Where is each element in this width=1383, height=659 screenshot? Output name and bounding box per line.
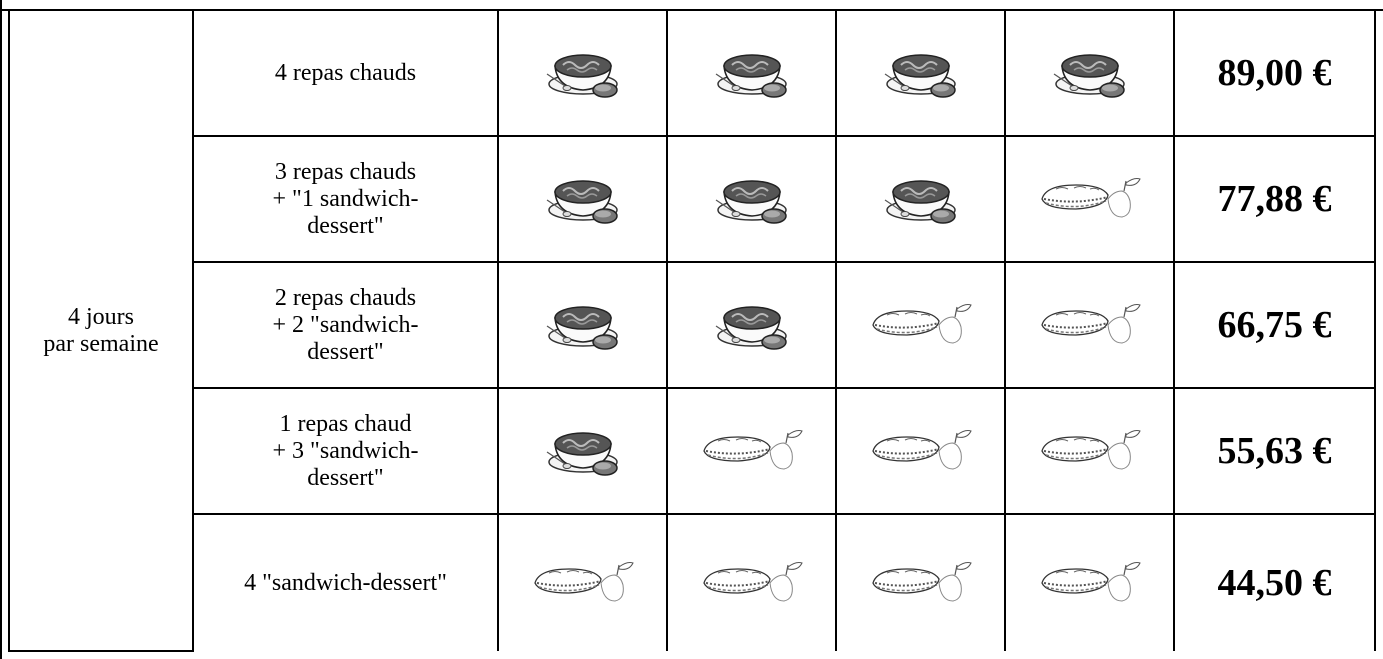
price-cell: 66,75 € xyxy=(1174,262,1375,388)
formula-cell xyxy=(193,514,498,651)
formula-cell xyxy=(193,136,498,262)
formula-line: + "1 sandwich- xyxy=(272,185,419,212)
sandwich-icon xyxy=(698,425,806,477)
formula-line: dessert" xyxy=(307,464,384,491)
meal-cell xyxy=(498,262,667,388)
meal-cell xyxy=(667,388,836,514)
formula-line: + 2 "sandwich- xyxy=(272,311,419,338)
meal-cell xyxy=(836,136,1005,262)
group-label-line: 4 jours xyxy=(68,303,134,330)
formula-line: 1 repas chaud xyxy=(279,410,412,437)
meal-cell xyxy=(667,136,836,262)
price-cell: 55,63 € xyxy=(1174,388,1375,514)
soup-icon xyxy=(712,44,792,102)
table-row xyxy=(9,388,1375,514)
meal-cell xyxy=(667,10,836,136)
soup-icon xyxy=(881,170,961,228)
meal-cell xyxy=(667,262,836,388)
soup-icon xyxy=(543,422,623,480)
pricing-table xyxy=(8,9,1376,652)
meal-cell xyxy=(836,388,1005,514)
sandwich-icon xyxy=(1036,557,1144,609)
meal-cell xyxy=(498,388,667,514)
meal-cell xyxy=(498,514,667,651)
formula-line: + 3 "sandwich- xyxy=(272,437,419,464)
soup-icon xyxy=(712,170,792,228)
formula-line: 4 repas chauds xyxy=(274,59,417,86)
price-cell: 77,88 € xyxy=(1174,136,1375,262)
formula-line: 4 "sandwich-dessert" xyxy=(244,569,447,596)
price-cell: 44,50 € xyxy=(1174,514,1375,651)
meal-cell xyxy=(836,514,1005,651)
sandwich-icon xyxy=(867,425,975,477)
sandwich-icon xyxy=(698,557,806,609)
sandwich-icon xyxy=(1036,173,1144,225)
table-row xyxy=(9,262,1375,388)
soup-icon xyxy=(881,44,961,102)
group-label-line: par semaine xyxy=(43,330,159,357)
meal-cell xyxy=(667,514,836,651)
formula-cell xyxy=(193,262,498,388)
soup-icon xyxy=(543,296,623,354)
sandwich-icon xyxy=(867,299,975,351)
group-cell xyxy=(9,10,193,651)
soup-icon xyxy=(712,296,792,354)
formula-cell xyxy=(193,10,498,136)
sandwich-icon xyxy=(1036,425,1144,477)
meal-cell xyxy=(836,262,1005,388)
table-row xyxy=(9,10,1375,136)
formula-line: 2 repas chauds xyxy=(274,284,417,311)
formula-line: dessert" xyxy=(307,212,384,239)
formula-cell xyxy=(193,388,498,514)
meal-cell xyxy=(1005,136,1174,262)
price-cell: 89,00 € xyxy=(1174,10,1375,136)
table-row xyxy=(9,514,1375,651)
formula-line: 3 repas chauds xyxy=(274,158,417,185)
left-edge-line xyxy=(0,0,2,659)
sandwich-icon xyxy=(529,557,637,609)
formula-line: dessert" xyxy=(307,338,384,365)
meal-cell xyxy=(1005,388,1174,514)
meal-cell xyxy=(1005,10,1174,136)
meal-cell xyxy=(498,136,667,262)
soup-icon xyxy=(1050,44,1130,102)
soup-icon xyxy=(543,170,623,228)
meal-cell xyxy=(1005,262,1174,388)
meal-cell xyxy=(498,10,667,136)
sandwich-icon xyxy=(1036,299,1144,351)
meal-cell xyxy=(1005,514,1174,651)
meal-cell xyxy=(836,10,1005,136)
soup-icon xyxy=(543,44,623,102)
table-row xyxy=(9,136,1375,262)
sandwich-icon xyxy=(867,557,975,609)
